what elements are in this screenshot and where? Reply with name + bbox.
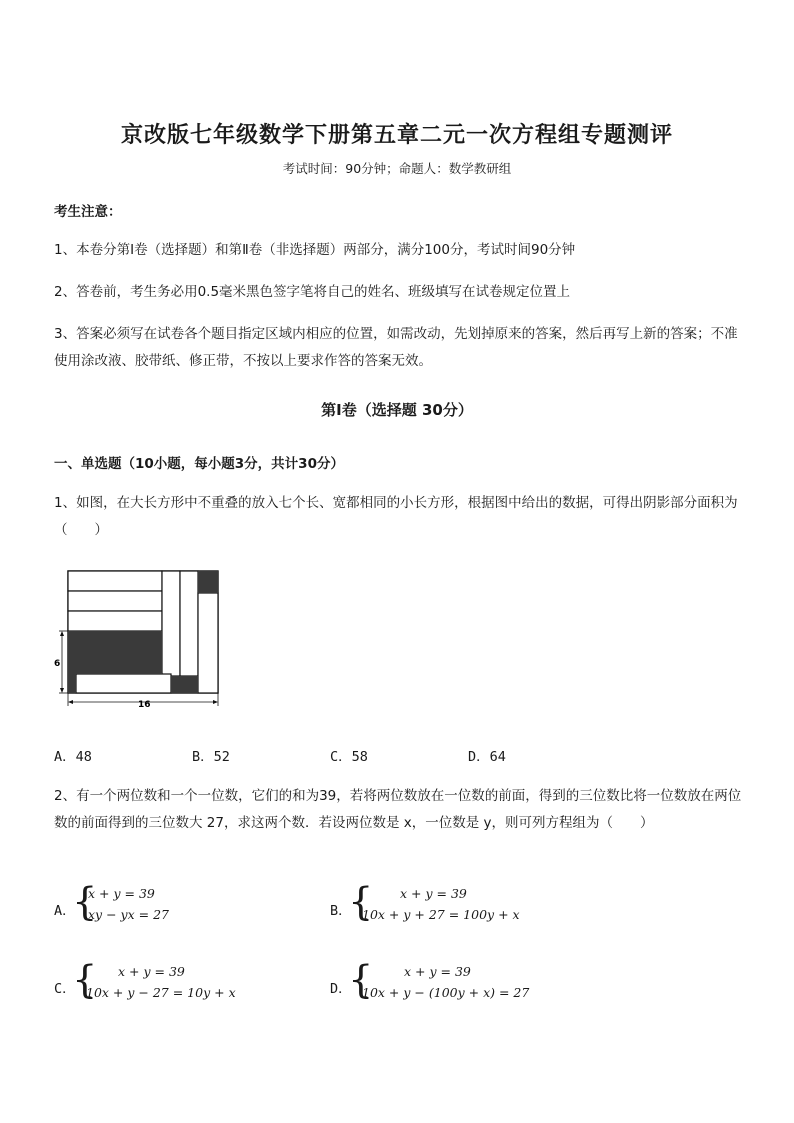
question-2-text: 2、有一个两位数和一个一位数，它们的和为39，若将两位数放在一位数的前面，得到的三位数比将一位数放在两位数的前面得到的三位数大 27，求这两个数．若设两位数是 x，一位数是 y，则可列方程组为（ ） — [54, 788, 742, 831]
notice-item-3: 3、答案必须写在试卷各个题目指定区域内相应的位置，如需改动，先划掉原来的答案，然后再写上新的答案；不准使用涂改液、胶带纸、修正带，不按以上要求作答的答案无效。 — [54, 326, 738, 369]
q2-option-c[interactable] — [54, 958, 314, 1004]
brace-icon: { — [348, 880, 374, 924]
q2-option-d-eq2: 10x + y − (100y + x) = 27 — [362, 985, 530, 1000]
q1-option-b[interactable]: B．52 — [192, 749, 230, 765]
q2-option-c-eq1: x + y = 39 — [118, 964, 185, 979]
rectangles-figure — [54, 566, 234, 716]
section-heading: 一、单选题（10小题，每小题3分，共计30分） — [54, 456, 344, 472]
notice-item-1: 1、本卷分第Ⅰ卷（选择题）和第Ⅱ卷（非选择题）两部分，满分100分，考试时间90分钟 — [54, 242, 576, 258]
brace-icon: { — [72, 958, 98, 1002]
part-title: 第Ⅰ卷（选择题 30分） — [321, 401, 473, 419]
q2-option-b-eq1: x + y = 39 — [400, 886, 467, 901]
q2-option-b-label: B． — [330, 903, 352, 919]
q1-option-c[interactable]: C．58 — [330, 749, 368, 765]
exam-info: 考试时间：90分钟；命题人：数学教研组 — [282, 161, 512, 176]
notice-heading: 考生注意： — [54, 204, 122, 220]
brace-icon: { — [72, 880, 98, 924]
q2-option-a-label: A． — [54, 903, 76, 919]
question-1-text: 1、如图，在大长方形中不重叠的放入七个长、宽都相同的小长方形，根据图中给出的数据，可得出阴影部分面积为（ ） — [54, 495, 738, 538]
q2-option-a-eq1: x + y = 39 — [88, 886, 155, 901]
notice-item-2: 2、答卷前，考生务必用0.5毫米黑色签字笔将自己的姓名、班级填写在试卷规定位置上 — [54, 284, 571, 300]
brace-icon: { — [348, 958, 374, 1002]
q2-option-a-eq2: xy − yx = 27 — [88, 907, 169, 922]
q2-option-d-label: D． — [330, 981, 352, 997]
q2-option-c-eq2: 10x + y − 27 = 10y + x — [86, 985, 236, 1000]
q1-option-a[interactable]: A．48 — [54, 749, 92, 765]
q2-option-b-eq2: 10x + y + 27 = 100y + x — [362, 907, 520, 922]
q2-option-c-label: C． — [54, 981, 76, 997]
q2-option-a[interactable] — [54, 880, 314, 926]
q2-option-d[interactable] — [330, 958, 610, 1004]
figure-height-label: 6 — [54, 659, 61, 669]
page-title: 京改版七年级数学下册第五章二元一次方程组专题测评 — [120, 123, 673, 148]
q1-option-d[interactable]: D．64 — [468, 749, 506, 765]
q2-option-b[interactable] — [330, 880, 590, 926]
q2-option-d-eq1: x + y = 39 — [404, 964, 471, 979]
figure-width-label: 16 — [138, 700, 151, 710]
